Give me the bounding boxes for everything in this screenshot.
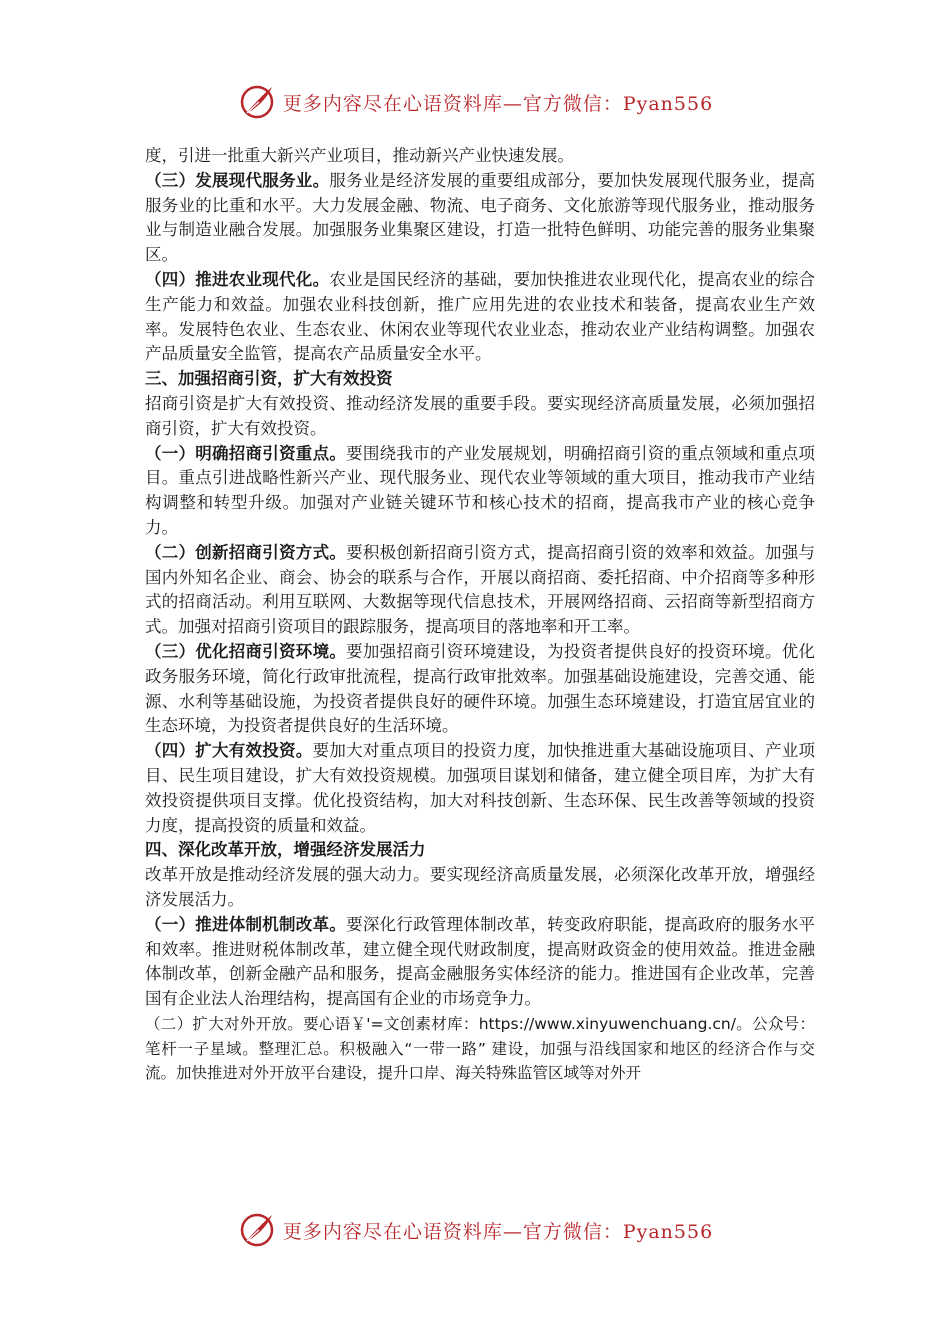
paragraph: 改革开放是推动经济发展的强大动力。要实现经济高质量发展，必须深化改革开放，增强经济发展活力。 [145,865,815,909]
paragraph: 招商引资是扩大有效投资、推动经济发展的重要手段。要实现经济高质量发展，必须加强招商引资，扩大有效投资。 [145,393,815,438]
header-banner [0,80,950,124]
paragraph-watermarked: （二）扩大对外开放。要心语￥'=文创素材库：https://www.xinyuwenchuang.cn/。公众号：笔杆一子星域。整理汇总。积极融入“一带一路” 建设，加强与沿线国家和地区的经济合作与交流。加快推进对外开放平台建设，提升口岸、海关特殊监管区域等对外开 [145,1014,815,1083]
paragraph: （四）扩大有效投资。要加大对重点项目的投资力度，加快推进重大基础设施项目、产业项目、民生项目建设，扩大有效投资规模。加强项目谋划和储备，建立健全项目库，为扩大有效投资提供项目支撑。优化投资结构，加大对科技创新、生态环保、民生改善等领域的投资力度，提高投资的质量和效益。 [145,741,816,835]
section-heading: 四、深化改革开放，增强经济发展活力 [145,840,426,860]
paragraph: （一）推进体制机制改革。要深化行政管理体制改革，转变政府职能，提高政府的服务水平和效率。推进财税体制改革，建立健全现代财政制度，提高财政资金的使用效益。推进金融体制改革，创新金融产品和服务，提高金融服务实体经济的能力。推进国有企业改革，完善国有企业法人治理结构，提高国有企业的市场竞争力。 [145,914,816,1009]
paragraph: （三）发展现代服务业。服务业是经济发展的重要组成部分，要加快发展现代服务业，提高服务业的比重和水平。大力发展金融、物流、电子商务、文化旅游等现代服务业，推动服务业与制造业融合发展。加强服务业集聚区建设，打造一批特色鲜明、功能完善的服务业集聚区。 [145,170,816,265]
paragraph: （三）优化招商引资环境。要加强招商引资环境建设，为投资者提供良好的投资环境。优化政务服务环境，简化行政审批流程，提高行政审批效率。加强基础设施建设，完善交通、能源、水利等基础设施，为投资者提供良好的硬件环境。加强生态环境建设，打造宜居宜业的生态环境，为投资者提供良好的生活环境。 [145,641,816,736]
paragraph: 度，引进一批重大新兴产业项目，推动新兴产业快速发展。 [145,146,574,165]
section-heading: 三、加强招商引资，扩大有效投资 [145,369,393,389]
feather-logo-icon [237,1210,277,1250]
paragraph: （一）明确招商引资重点。要围绕我市的产业发展规划，明确招商引资的重点领域和重点项目。重点引进战略性新兴产业、现代服务业、现代农业等领域的重大项目，推动我市产业结构调整和转型升级。加强对产业链关键环节和核心技术的招商，提高我市产业的核心竞争力。 [145,443,816,537]
paragraph: （二）创新招商引资方式。要积极创新招商引资方式，提高招商引资的效率和效益。加强与国内外知名企业、商会、协会的联系与合作，开展以商招商、委托招商、中介招商等多种形式的招商活动。利用互联网、大数据等现代信息技术，开展网络招商、云招商等新型招商方式。加强对招商引资项目的跟踪服务，提高项目的落地率和开工率。 [145,542,816,637]
paragraph: （四）推进农业现代化。农业是国民经济的基础，要加快推进农业现代化，提高农业的综合生产能力和效益。加强农业科技创新，推广应用先进的农业技术和装备，提高农业生产效率。发展特色农业、生态农业、休闲农业等现代农业业态，推动农业产业结构调整。加强农产品质量安全监管，提高农产品质量安全水平。 [145,269,816,364]
footer-banner [0,1208,950,1252]
feather-logo-icon [237,82,277,122]
banner-text: 更多内容尽在心语资料库—官方微信：Pyan556 [282,1220,714,1243]
banner-text: 更多内容尽在心语资料库—官方微信：Pyan556 [282,92,714,115]
document-body [145,144,815,1086]
